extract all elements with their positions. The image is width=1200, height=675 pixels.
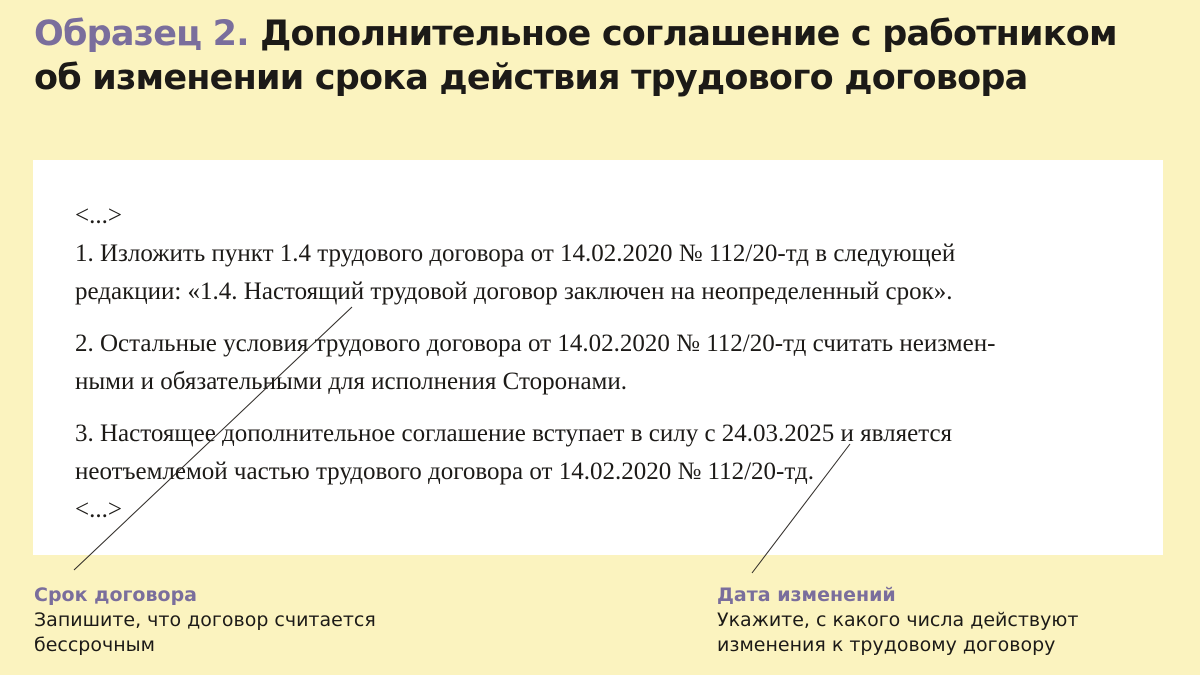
callout-change-date (717, 583, 1157, 658)
pointer-line-term (74, 307, 352, 570)
item-3-line-2: неотъемлемой частью трудового договора от 14.02.2020 № 112/20-тд. (75, 458, 814, 485)
title-text-1: Дополнительное соглашение с работником (260, 14, 1117, 54)
item-3-line-1: 3. Настоящее дополнительное соглашение вступает в силу с 24.03.2025 и является (75, 420, 953, 447)
callout-contract-term (34, 583, 454, 658)
item-1-line-2: редакции: «1.4. Настоящий трудовой договор заключен на неопределенный срок». (75, 278, 953, 305)
callout-contract-term-line-1: Запишите, что договор считается (34, 609, 376, 631)
item-1-line-1: 1. Изложить пункт 1.4 трудового договора от 14.02.2020 № 112/20-тд в следующей (75, 240, 956, 267)
title-line-2: об изменении срока действия трудового договора (34, 58, 1028, 98)
ellipsis-close: <...> (75, 496, 122, 523)
callout-change-date-line-2: изменения к трудовому договору (717, 634, 1056, 656)
pointer-line-date (752, 444, 850, 573)
item-2-line-2: ными и обязательными для исполнения Сторонами. (75, 368, 627, 395)
ellipsis-open: <...> (75, 202, 122, 229)
callout-change-date-line-1: Укажите, с какого числа действуют (717, 609, 1079, 631)
callout-change-date-heading: Дата изменений (717, 584, 896, 606)
item-2-line-1: 2. Остальные условия трудового договора от 14.02.2020 № 112/20-тд считать неизмен- (75, 330, 996, 357)
callout-contract-term-heading: Срок договора (34, 584, 197, 606)
callout-contract-term-line-2: бессрочным (34, 634, 155, 656)
sample-label: Образец 2. (34, 14, 249, 54)
